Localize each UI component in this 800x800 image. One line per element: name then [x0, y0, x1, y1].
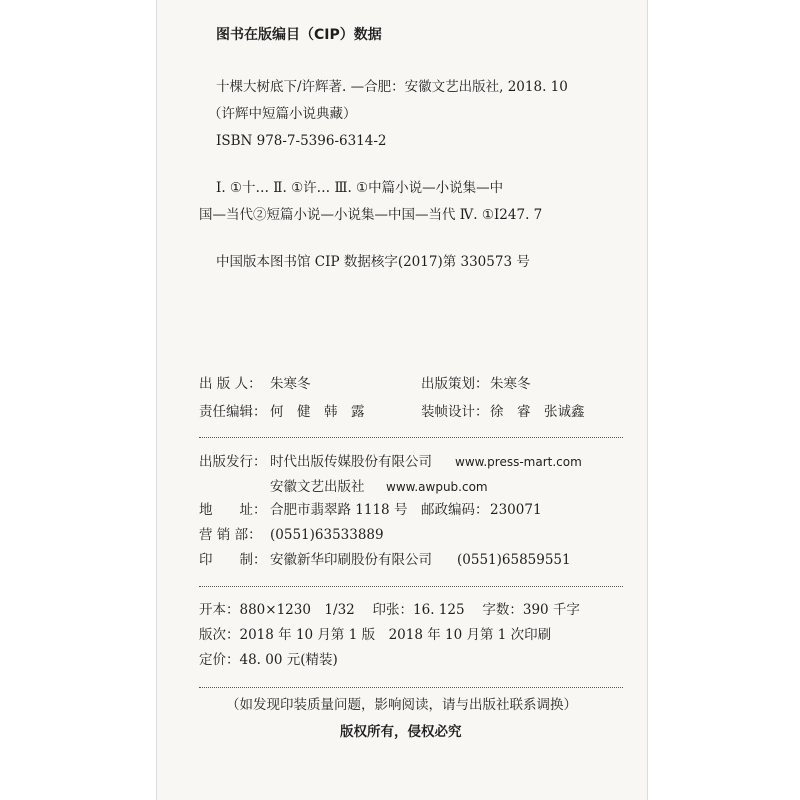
address-label: 地 址： — [199, 502, 267, 518]
press-url: www.awpub.com — [386, 480, 488, 494]
dotted-divider — [199, 586, 623, 587]
design-label: 装帧设计： — [421, 404, 489, 420]
dotted-divider — [199, 437, 623, 438]
press-name: 安徽文艺出版社 — [270, 479, 365, 495]
editor-value: 何 健 韩 露 — [270, 404, 365, 420]
planning-label: 出版策划： — [421, 376, 489, 392]
issue-company: 时代出版传媒股份有限公司 — [270, 454, 432, 470]
sales-label: 营 销 部： — [199, 527, 262, 543]
cip-library-number: 中国版本图书馆 CIP 数据核字(2017)第 330573 号 — [216, 254, 530, 270]
rights-reserved: 版权所有，侵权必究 — [340, 724, 462, 740]
print-label: 印 制： — [199, 552, 267, 568]
price-line: 定价：48. 00 元(精装) — [199, 652, 338, 668]
address-value: 合肥市翡翠路 1118 号 — [270, 502, 408, 518]
edition-line: 版次：2018 年 10 月第 1 版 2018 年 10 月第 1 次印刷 — [199, 627, 552, 643]
cip-heading: 图书在版编目（CIP）数据 — [216, 27, 382, 43]
postcode-label: 邮政编码： — [421, 502, 489, 518]
print-company: 安徽新华印刷股份有限公司 — [270, 552, 432, 568]
quality-notice: （如发现印装质量问题，影响阅读，请与出版社联系调换） — [226, 697, 577, 713]
sales-phone: (0551)63533889 — [270, 527, 384, 543]
cip-series-line: （许辉中短篇小说典藏） — [208, 106, 357, 122]
cip-title-line: 十棵大树底下/许辉著. —合肥：安徽文艺出版社, 2018. 10 — [216, 79, 568, 95]
issue-label: 出版发行： — [199, 454, 267, 470]
publisher-label: 出 版 人： — [199, 376, 262, 392]
print-phone: (0551)65859551 — [457, 552, 571, 568]
cip-isbn: ISBN 978-7-5396-6314-2 — [216, 133, 387, 149]
planning-value: 朱寒冬 — [490, 376, 531, 392]
dotted-divider — [199, 687, 623, 688]
cip-classification-line-2: 国—当代②短篇小说—小说集—中国—当代 Ⅳ. ①I247. 7 — [199, 207, 543, 223]
design-value: 徐 睿 张诚鑫 — [490, 404, 585, 420]
issue-url: www.press-mart.com — [455, 455, 582, 469]
cip-classification-line-1: Ⅰ. ①十… Ⅱ. ①许… Ⅲ. ①中篇小说—小说集—中 — [216, 180, 504, 196]
postcode-value: 230071 — [490, 502, 542, 518]
editor-label: 责任编辑： — [199, 404, 267, 420]
publisher-value: 朱寒冬 — [270, 376, 311, 392]
format-line: 开本：880×1230 1/32 印张：16. 125 字数：390 千字 — [199, 602, 580, 618]
